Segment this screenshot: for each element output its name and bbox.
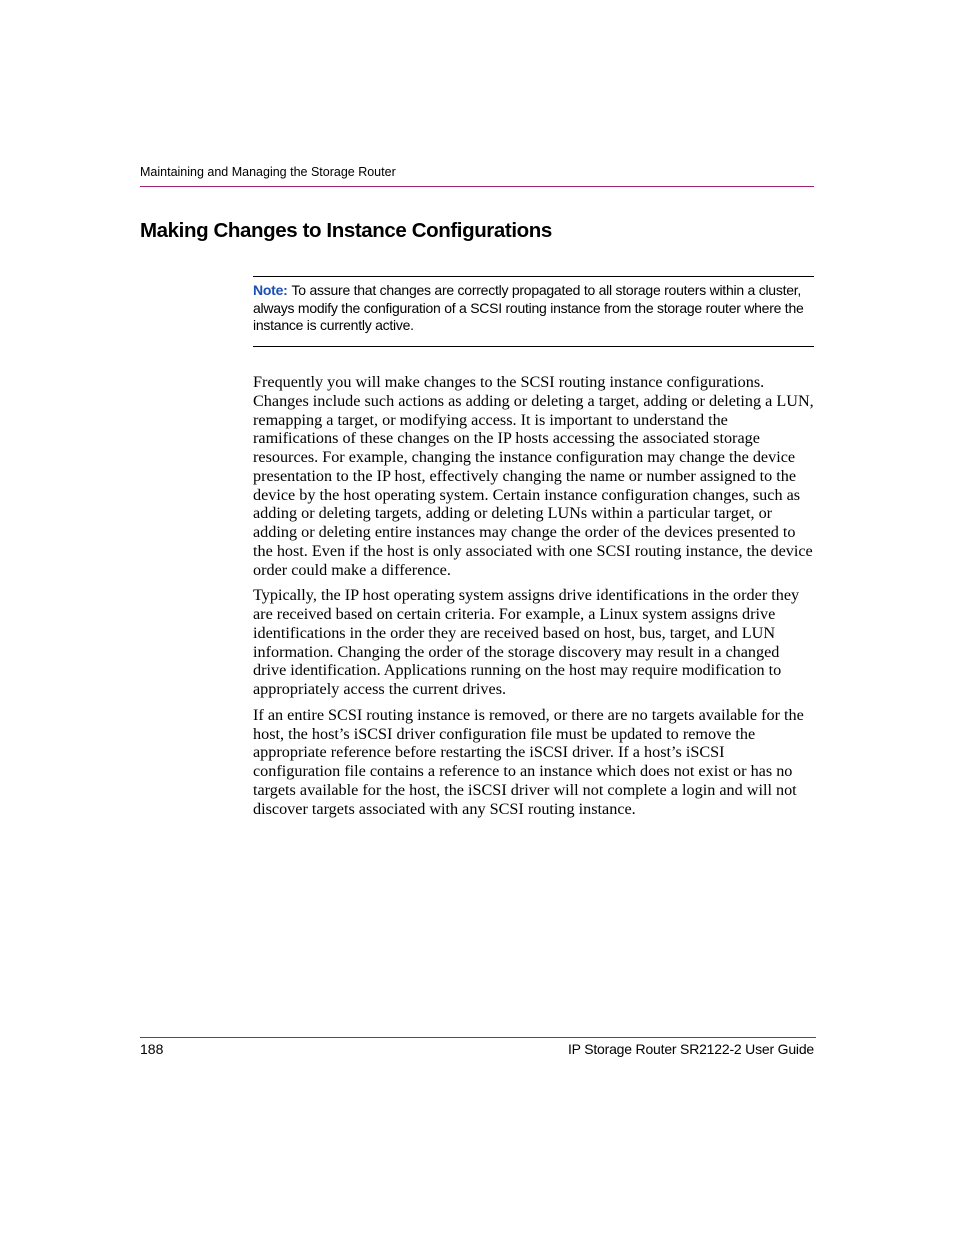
book-title: IP Storage Router SR2122-2 User Guide [567, 1041, 814, 1057]
body-paragraph: Typically, the IP host operating system assigns drive identifications in the order they are received based on certain criteria. For example, a Linux system assigns drive identifications in the order they are received based on host, bus, target, and LUN information. Changing the order of the storage discovery may result in a changed drive identification. Applications running on the host may require modification to appropriately access the current drives. [253, 586, 800, 698]
running-header: Maintaining and Managing the Storage Router [140, 165, 396, 179]
note-rule-bottom [253, 346, 814, 347]
body-paragraph: If an entire SCSI routing instance is removed, or there are no targets available for the host, the host’s iSCSI driver configuration file must be updated to remove the appropriate reference before restarting the iSCSI driver. If a host’s iSCSI configuration file contains a reference to an instance which does not exist or has no targets available for the host, the iSCSI driver will not complete a login and will not discover targets associated with any SCSI routing instance. [253, 705, 804, 818]
section-title: Making Changes to Instance Configurations [140, 219, 552, 242]
note-box [253, 282, 814, 335]
header-rule [140, 186, 814, 187]
page-number: 188 [140, 1041, 164, 1057]
note-text: To assure that changes are correctly propagated to all storage routers within a cluster, always modify the configuration of a SCSI routing instance from the storage router where the instance is currently active. [253, 282, 804, 333]
note-label: Note: [253, 282, 288, 298]
footer-rule [140, 1037, 816, 1038]
body-text [253, 373, 815, 825]
body-paragraph: Frequently you will make changes to the SCSI routing instance configurations. Changes include such actions as adding or deleting a target, adding or deleting a LUN, remapping a target, or modifying access. It is important to understand the ramifications of these changes on the IP hosts accessing the associated storage resources. For example, changing the instance configuration may change the device presentation to the IP host, effectively changing the name or number assigned to the device by the host operating system. Certain instance configuration changes, such as adding or deleting targets, adding or deleting LUNs within a particular target, or adding or deleting entire instances may change the order of the devices presented to the host. Even if the host is only associated with one SCSI routing instance, the device order could make a difference. [253, 373, 814, 579]
note-rule-top [253, 276, 814, 277]
